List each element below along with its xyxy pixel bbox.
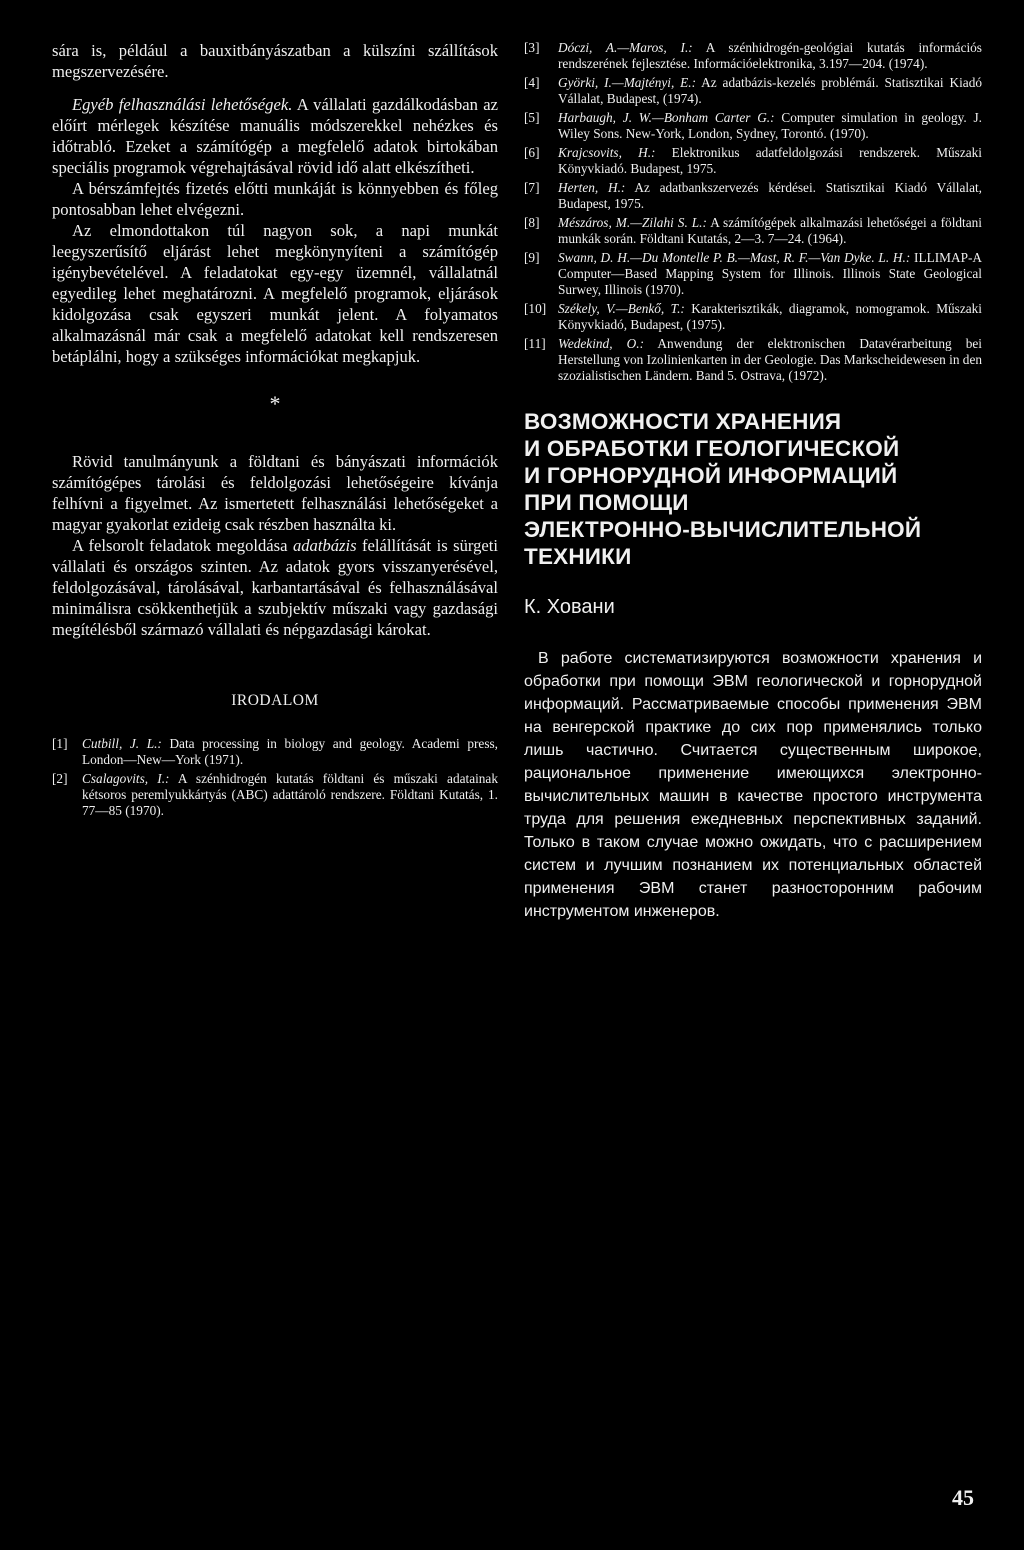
- references-list-right: [524, 40, 982, 384]
- reference-body: ILLIMAP-A Computer—Based Mapping System for Illinois. Illinois State Geological Surwey, Illinois (1970).: [558, 250, 982, 297]
- russian-title-line: ПРИ ПОМОЩИ: [524, 490, 689, 515]
- reference-item: [524, 180, 982, 212]
- reference-number: [8]: [524, 215, 540, 230]
- russian-author: К. Ховани: [524, 596, 615, 618]
- reference-text: [558, 336, 982, 384]
- russian-title-line: ВОЗМОЖНОСТИ ХРАНЕНИЯ: [524, 409, 842, 434]
- reference-number: [7]: [524, 180, 540, 195]
- reference-item: [524, 336, 982, 384]
- right-column: [524, 40, 982, 923]
- reference-author: Krajcsovits, H.:: [558, 145, 656, 160]
- reference-item: [524, 215, 982, 247]
- russian-abstract: В работе систематизируются возможности хранения и обработки при помощи ЭВМ геологической и горнорудной информаций. Рассматриваемые способы применения ЭВМ на венгерской практике до сих пор применялись только лишь частично. Считается существенным широкое, рациональное применение имеющихся электронно-вычислительных машин в качестве простого инструмента труда для решения ежедневных перспективных заданий. Только в таком случае можно ожидать, что с расширением систем и лучшим познанием их потенциальных областей применения ЭВМ станет разносторонним рабочим инструментом инженеров.: [524, 650, 982, 920]
- reference-number: [5]: [524, 110, 540, 125]
- russian-title-line: ТЕХНИКИ: [524, 544, 632, 569]
- reference-text: [558, 40, 982, 72]
- paragraph-simplification: Az elmondottakon túl nagyon sok, a napi munkát leegyszerűsítő eljárást lehet megkönynyíteni a számítógép igénybevételével. A feladatokat egy-egy üzemnél, vállalatnál egyedileg lehet meghatározni. A megfelelő programok, eljárások kidolgozása csak egyszeri munkát jelent. A folyamatos alkalmazásnál már csak a megfelelő adatokat kell rendszeresen betáplálni, hogy a szükséges információkat megkapjuk.: [52, 221, 498, 366]
- reference-author: Csalagovits, I.:: [82, 771, 170, 786]
- reference-item: [524, 250, 982, 298]
- reference-body: A számítógépek alkalmazási lehetőségei a földtani munkák során. Földtani Kutatás, 2—3. 7—24. (1964).: [558, 215, 982, 246]
- summary-text-after: felállítását is sürgeti vállalati és országos szinten. Az adatok gyors visszanyerésével, feldolgozásával, tárolásával, karbantartásával és felhasználásával minimálisra csökkenthetjük a szubjektív műszaki vagy gazdasági megítélésből származó vállalati és népgazdasági károkat.: [52, 536, 499, 639]
- reference-author: Wedekind, O.:: [558, 336, 645, 351]
- reference-item: [524, 110, 982, 142]
- reference-item: [524, 301, 982, 333]
- reference-author: Dóczi, A.—Maros, I.:: [558, 40, 693, 55]
- paragraph-payroll: A bérszámfejtés fizetés előtti munkáját is könnyebben és főleg pontosabban lehet elvégezni.: [52, 179, 498, 219]
- reference-text: [558, 145, 982, 177]
- reference-number: [9]: [524, 250, 540, 265]
- reference-body: Data processing in biology and geology. Academi press, London—New—York (1971).: [82, 736, 498, 767]
- reference-number: [10]: [524, 301, 547, 316]
- reference-author: Herten, H.:: [558, 180, 626, 195]
- reference-author: Mészáros, M.—Zilahi S. L.:: [558, 215, 707, 230]
- reference-item: [52, 771, 498, 819]
- reference-number: [3]: [524, 40, 540, 55]
- reference-item: [524, 40, 982, 72]
- reference-number: [2]: [52, 771, 68, 786]
- reference-text: [82, 771, 498, 819]
- reference-author: Swann, D. H.—Du Montelle P. B.—Mast, R. F.—Van Dyke. L. H.:: [558, 250, 911, 265]
- russian-title-line: ЭЛЕКТРОННО-ВЫЧИСЛИТЕЛЬНОЙ: [524, 517, 922, 542]
- summary-paragraph-2: [52, 535, 498, 640]
- reference-author: Harbaugh, J. W.—Bonham Carter G.:: [558, 110, 775, 125]
- references-list-left: [52, 736, 498, 819]
- reference-text: [558, 180, 982, 212]
- summary-text-before: A felsorolt feladatok megoldása: [72, 536, 293, 555]
- reference-body: A szénhidrogén-geológiai kutatás információs rendszerének fejlesztése. Információelektronika, 3.197—204. (1974).: [558, 40, 982, 71]
- reference-text: [558, 110, 982, 142]
- reference-item: [524, 145, 982, 177]
- reference-body: Karakterisztikák, diagramok, nomogramok. Műszaki Könyvkiadó, Budapest, (1975).: [558, 301, 982, 332]
- reference-number: [11]: [524, 336, 546, 351]
- reference-number: [1]: [52, 736, 68, 751]
- reference-author: Györki, I.—Majtényi, E.:: [558, 75, 697, 90]
- reference-text: [558, 215, 982, 247]
- reference-body: A szénhidrogén kutatás földtani és műszaki adatainak kétsoros peremlyukkártyás (ABC) adattároló rendszere. Földtani Kutatás, 1. 77—85 (1970).: [82, 771, 498, 818]
- reference-body: Elektronikus adatfeldolgozási rendszerek. Műszaki Könyvkiadó. Budapest, 1975.: [558, 145, 982, 176]
- paragraph-other-uses: [52, 94, 498, 178]
- other-uses-heading: Egyéb felhasználási lehetőségek.: [72, 95, 293, 114]
- reference-author: Székely, V.—Benkő, T.:: [558, 301, 685, 316]
- page-number: 45: [952, 1485, 974, 1510]
- reference-number: [6]: [524, 145, 540, 160]
- reference-author: Cutbill, J. L.:: [82, 736, 162, 751]
- reference-number: [4]: [524, 75, 540, 90]
- russian-title: [524, 408, 982, 570]
- paragraph-intro: sára is, például a bauxitbányászatban a külszíni szállítások megszervezésére.: [52, 41, 498, 81]
- russian-title-line: И ГОРНОРУДНОЙ ИНФОРМАЦИЙ: [524, 463, 898, 488]
- summary-italic-term: adatbázis: [292, 536, 357, 555]
- reference-item: [52, 736, 498, 768]
- reference-text: [82, 736, 498, 768]
- other-uses-text: A vállalati gazdálkodásban az előírt mérlegek készítése manuális módszerekkel nehézkes és időtrabló. Ezeket a számítógép a megfelelő adatok birtokában speciális programok végrehajtásával rövid idő alatt elkészítheti.: [52, 95, 498, 177]
- reference-body: Az adatbázis-kezelés problémái. Statisztikai Kiadó Vállalat, Budapest, (1974).: [558, 75, 982, 106]
- section-separator: *: [269, 391, 281, 416]
- russian-title-line: И ОБРАБОТКИ ГЕОЛОГИЧЕСКОЙ: [524, 436, 900, 461]
- references-title: IRODALOM: [231, 692, 319, 709]
- reference-text: [558, 301, 982, 333]
- summary-paragraph-1: Rövid tanulmányunk a földtani és bányászati információk számítógépes tárolási és feldolgozási lehetőségeire kívánja felhívni a figyelmet. Az ismertetett felhasználási lehetőségeket a magyar gyakorlat ezideig csak részben használta ki.: [52, 452, 498, 534]
- reference-text: [558, 250, 982, 298]
- reference-body: Computer simulation in geology. J. Wiley Sons. New-York, London, Sydney, Torontó. (1970).: [558, 110, 982, 141]
- reference-body: Az adatbankszervezés kérdései. Statisztikai Kiadó Vállalat, Budapest, 1975.: [558, 180, 982, 211]
- reference-text: [558, 75, 982, 107]
- reference-body: Anwendung der elektronischen Datavérarbeitung bei Herstellung von Izolinienkarten in der Geologie. Das Markscheidewesen in den szozialistischen Ländern. Band 5. Ostrava, (1972).: [558, 336, 982, 383]
- left-column: [52, 40, 498, 822]
- reference-item: [524, 75, 982, 107]
